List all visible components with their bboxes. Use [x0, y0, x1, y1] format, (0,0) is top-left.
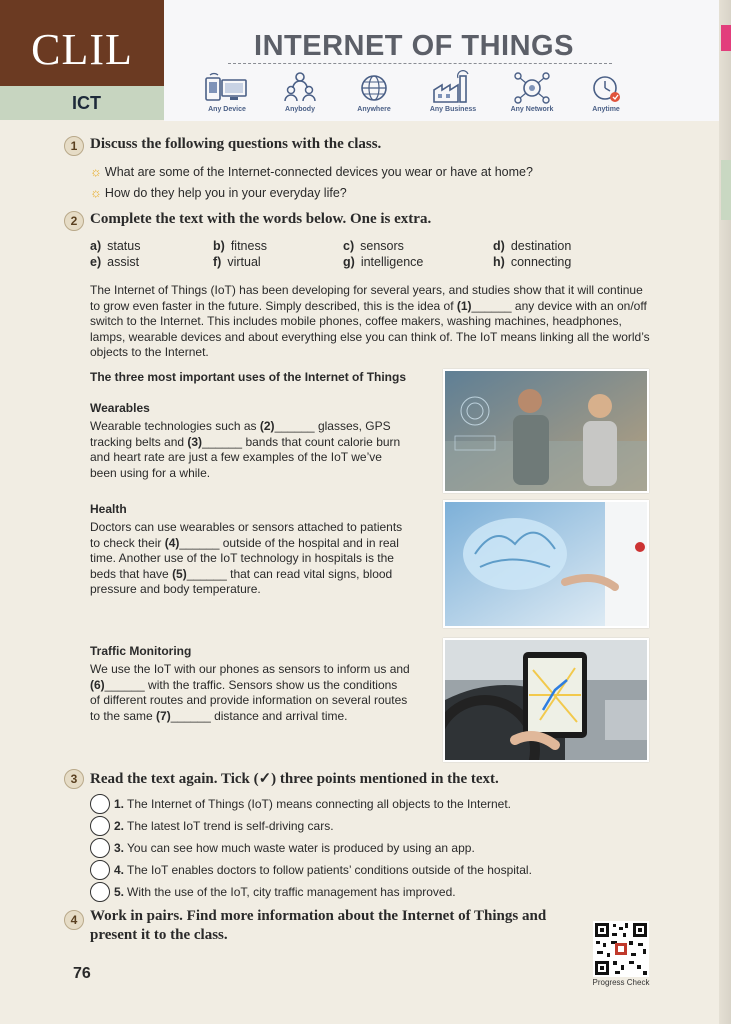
word-option — [493, 255, 571, 269]
icon-any-device — [187, 70, 267, 113]
factory-icon — [430, 70, 476, 104]
word-letter: a) — [90, 239, 102, 253]
gap-number: (2) — [259, 419, 275, 433]
text-run: The Internet of Things (IoT) has been developing for several years, and studies show that it will continue to grow even faster in the future. Simply described, this is the idea of — [90, 283, 643, 313]
gap-number: (4) — [164, 535, 180, 550]
word-letter: c) — [343, 239, 355, 253]
icon-anytime — [566, 70, 646, 113]
dashed-connector — [228, 63, 612, 64]
item-number: 3. — [114, 841, 125, 855]
word-option — [493, 239, 571, 253]
exercise-4-number: 4 — [64, 910, 84, 930]
network-icon — [509, 70, 555, 104]
icon-any-network — [492, 70, 572, 113]
tick-checkbox[interactable] — [90, 794, 110, 814]
icon-label: Anytime — [592, 106, 620, 113]
page-edge — [719, 0, 731, 1024]
edge-tab-green — [721, 160, 731, 220]
icon-anywhere — [334, 70, 414, 113]
text-run: Doctors can use wearables or sensors attached to patients to check their — [90, 520, 403, 550]
title-banner — [164, 0, 719, 121]
icon-label: Anybody — [285, 106, 315, 113]
tick-item-text — [114, 885, 456, 899]
word-option — [90, 255, 139, 269]
wearables-photo — [443, 369, 649, 493]
text-run: We use the IoT with our phones as sensors to inform us and — [90, 662, 410, 676]
item-text: The Internet of Things (IoT) means connecting all objects to the Internet. — [127, 797, 512, 811]
exercise-3-instruction: Read the text again. Tick (✓) three points mentioned in the text. — [90, 771, 499, 787]
health-paragraph — [90, 520, 410, 598]
item-text: You can see how much waste water is produced by using an app. — [127, 841, 475, 855]
item-number: 1. — [114, 797, 125, 811]
item-text: The IoT enables doctors to follow patients’ conditions outside of the hospital. — [127, 863, 532, 877]
sun-bullet-icon: ☼ — [90, 185, 102, 200]
sun-bullet-icon: ☼ — [90, 164, 102, 179]
text-run: ______ bands that count calorie burn and heart rate are just a few examples of the IoT we’ve been using for a while. — [90, 434, 401, 480]
clil-label: CLIL — [31, 25, 133, 74]
text-run: ______ glasses, GPS tracking belts and — [90, 419, 391, 449]
exercise-4-instruction-line2: present it to the class. — [90, 927, 228, 943]
tick-checkbox[interactable] — [90, 860, 110, 880]
edge-tab-pink — [721, 25, 731, 51]
item-number: 5. — [114, 885, 125, 899]
exercise-2-number: 2 — [64, 211, 84, 231]
word-text: assist — [107, 255, 140, 269]
tick-checkbox[interactable] — [90, 816, 110, 836]
page-number: 76 — [73, 965, 91, 982]
item-text: The latest IoT trend is self-driving cars. — [127, 819, 334, 833]
traffic-paragraph — [90, 662, 410, 724]
gap-number: (1) — [456, 298, 472, 313]
uses-heading: The three most important uses of the Internet of Things — [90, 370, 407, 384]
text-run: ______ outside of the hospital and in real time. Another use of the IoT technology in hospitals is the beds that have — [90, 535, 399, 581]
tick-item-text — [114, 841, 475, 855]
exercise-4-instruction-line1: Work in pairs. Find more information about the Internet of Things and — [90, 908, 547, 924]
tick-checkbox[interactable] — [90, 838, 110, 858]
icon-label: Any Network — [510, 106, 554, 113]
traffic-heading: Traffic Monitoring — [90, 644, 192, 658]
exercise-1-number: 1 — [64, 136, 84, 156]
wearables-paragraph — [90, 419, 410, 481]
word-option — [343, 239, 404, 253]
word-letter: g) — [343, 255, 355, 269]
word-text: connecting — [510, 255, 572, 269]
item-number: 4. — [114, 863, 125, 877]
text-run: ______ distance and arrival time. — [170, 708, 348, 723]
word-letter: f) — [213, 255, 222, 269]
word-text: destination — [510, 239, 572, 253]
text-run: ______ that can read vital signs, blood pressure and body temperature. — [90, 566, 393, 597]
page-title: INTERNET OF THINGS — [254, 30, 574, 62]
exercise-1-instruction: Discuss the following questions with the class. — [90, 136, 382, 152]
word-text: intelligence — [360, 255, 424, 269]
gap-number: (7) — [156, 708, 171, 723]
word-letter: e) — [90, 255, 102, 269]
exercise-2-instruction: Complete the text with the words below. One is extra. — [90, 211, 432, 227]
icon-label: Any Device — [208, 106, 246, 113]
health-heading: Health — [90, 502, 127, 516]
traffic-photo — [443, 638, 649, 762]
clock-icon — [583, 70, 629, 104]
word-option — [213, 255, 261, 269]
item-text: With the use of the IoT, city traffic management has improved. — [127, 885, 456, 899]
word-text: virtual — [227, 255, 261, 269]
qr-code[interactable] — [593, 921, 649, 977]
exercise-3-number: 3 — [64, 769, 84, 789]
text-run: Wearable technologies such as — [90, 419, 260, 433]
gap-number: (5) — [172, 566, 187, 581]
word-text: sensors — [360, 239, 404, 253]
icon-label: Any Business — [429, 106, 477, 113]
clil-label-box — [0, 0, 164, 86]
tick-item-text — [114, 797, 511, 811]
tick-item-text — [114, 863, 532, 877]
word-letter: b) — [213, 239, 225, 253]
word-text: status — [107, 239, 141, 253]
word-option — [90, 239, 140, 253]
question-text: What are some of the Internet-connected devices you wear or have at home? — [104, 165, 533, 179]
word-option — [213, 239, 267, 253]
intro-paragraph — [90, 283, 650, 361]
icon-anybody — [260, 70, 340, 113]
icon-label: Anywhere — [357, 106, 391, 113]
text-run: ______ any device with an on/off switch to the Internet. This includes mobile phones, coffee makers, washing machines, headphones, lamps, wearable devices and about everything else you can think of. The IoT means linking all the world’s objects to the Internet. — [90, 298, 650, 359]
word-letter: h) — [493, 255, 505, 269]
subject-box — [0, 86, 164, 120]
gap-number: (3) — [187, 434, 203, 449]
word-letter: d) — [493, 239, 505, 253]
question-text: How do they help you in your everyday life? — [104, 186, 347, 200]
discussion-question — [90, 164, 533, 179]
word-text: fitness — [230, 239, 267, 253]
gap-number: (6) — [90, 677, 105, 692]
tick-checkbox[interactable] — [90, 882, 110, 902]
tick-item-text — [114, 819, 334, 833]
discussion-question — [90, 185, 347, 200]
health-photo — [443, 500, 649, 628]
qr-label: Progress Check — [592, 978, 650, 987]
devices-icon — [204, 70, 250, 104]
text-run: ______ with the traffic. Sensors show us the conditions of different routes and provide information on several routes to the same — [90, 677, 408, 723]
icon-any-business — [413, 70, 493, 113]
globe-icon — [351, 70, 397, 104]
wearables-heading: Wearables — [90, 401, 150, 415]
people-icon — [277, 70, 323, 104]
word-option — [343, 255, 423, 269]
subject-label: ICT — [72, 93, 101, 113]
item-number: 2. — [114, 819, 125, 833]
